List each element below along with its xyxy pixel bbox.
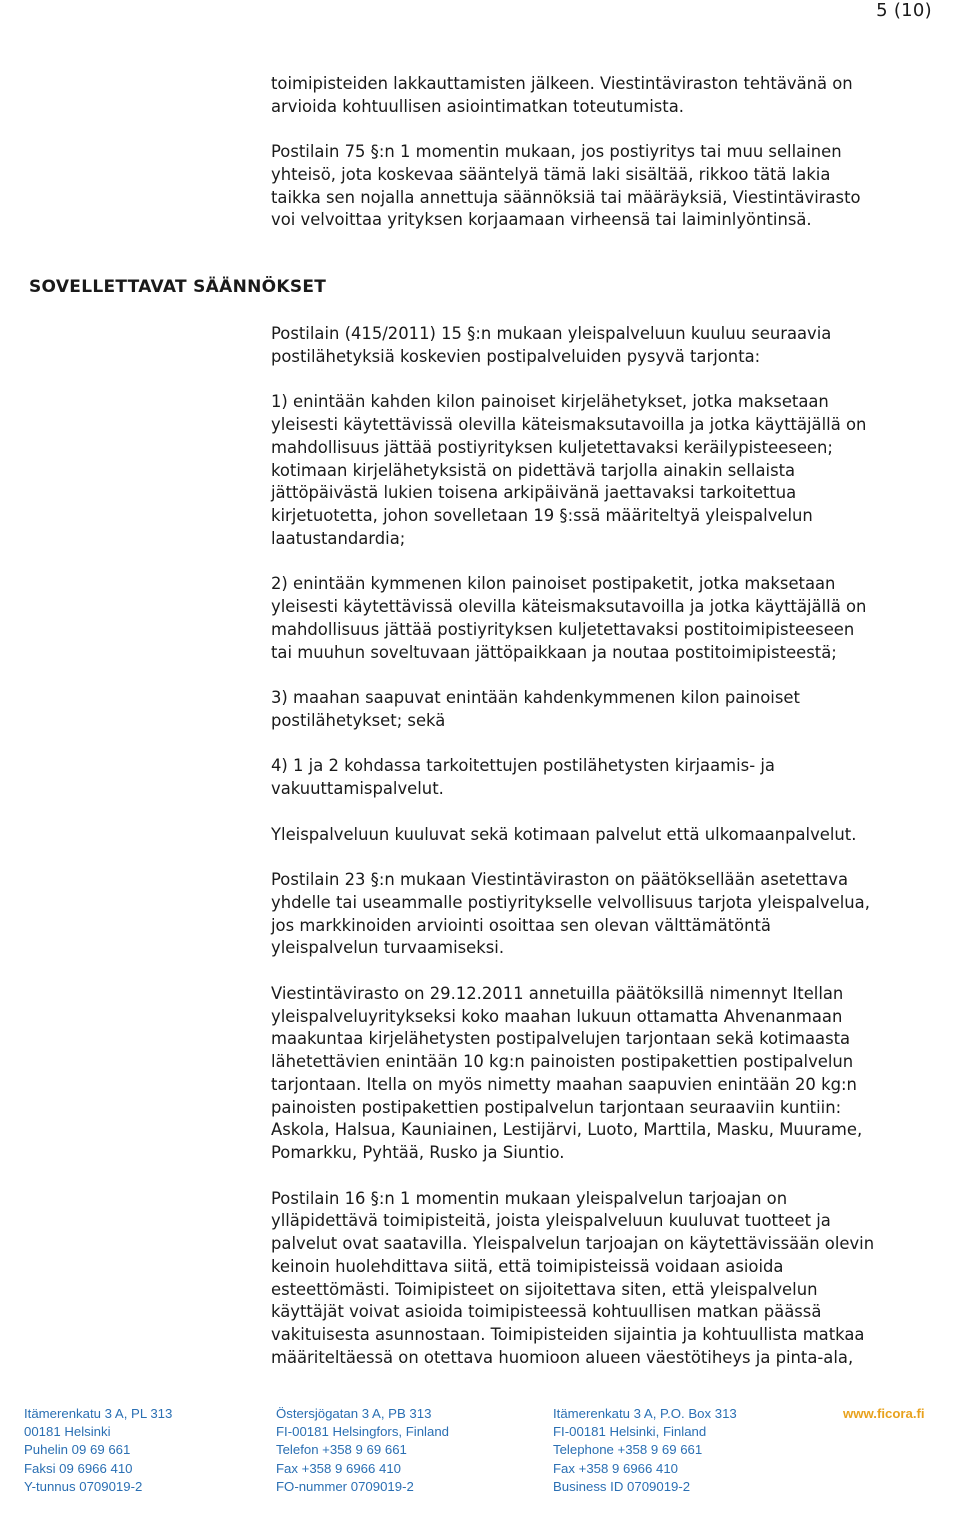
text-line: tai muuhun soveltuvaan jättöpaikkaan ja noutaa postitoimipisteestä; bbox=[271, 642, 837, 662]
continuation-paragraph-1 bbox=[271, 73, 959, 119]
text-line: postilähetykset; sekä bbox=[271, 710, 446, 730]
section-paragraph bbox=[271, 1188, 959, 1370]
text-line: yleisesti käytettävissä olevilla käteismaksutavoilla ja jotka käyttäjällä on bbox=[271, 415, 867, 434]
footer-website-link[interactable]: www.ficora.fi bbox=[843, 1406, 925, 1421]
footer-address-english bbox=[553, 1405, 737, 1496]
footer-address-swedish bbox=[276, 1405, 449, 1496]
footer-line: Fax +358 9 6966 410 bbox=[276, 1460, 402, 1476]
footer-line: Y-tunnus 0709019-2 bbox=[24, 1478, 143, 1494]
text-line: Yleispalveluun kuuluvat sekä kotimaan palvelut että ulkomaanpalvelut. bbox=[271, 824, 857, 844]
text-line: lähetettävien enintään 10 kg:n painoisten postipakettien postipalvelun bbox=[271, 1052, 854, 1071]
text-line: mahdollisuus jättää postiyrityksen kuljetettavaksi keräilypisteeseen; bbox=[271, 437, 833, 457]
text-line: Postilain 16 §:n 1 momentin mukaan yleispalvelun tarjoajan on bbox=[271, 1188, 788, 1208]
text-line: vakuuttamispalvelut. bbox=[271, 779, 444, 798]
section-paragraph bbox=[271, 869, 959, 960]
text-line: yleispalvelun turvaamiseksi. bbox=[271, 938, 505, 958]
text-line: voi velvoittaa yrityksen korjaamaan virheensä tai laiminlyöntinsä. bbox=[271, 210, 812, 230]
footer-line: Telephone +358 9 69 661 bbox=[553, 1442, 703, 1458]
footer-line: Itämerenkatu 3 A, P.O. Box 313 bbox=[553, 1406, 737, 1421]
text-line: keinoin huolehdittava siitä, että toimipisteissä voidaan asioida bbox=[271, 1256, 784, 1276]
text-line: yleisesti käytettävissä olevilla käteismaksutavoilla ja jotka käyttäjällä on bbox=[271, 597, 867, 616]
list-item-3 bbox=[271, 687, 959, 733]
text-line: yleispalveluyritykseksi koko maahan lukuun ottamatta Ahvenanmaan bbox=[271, 1006, 843, 1026]
footer-line: FO-nummer 0709019-2 bbox=[276, 1478, 414, 1494]
list-item-2 bbox=[271, 573, 959, 664]
footer-line: FI-00181 Helsingfors, Finland bbox=[276, 1424, 449, 1440]
text-line: maakuntaa kirjelähetysten postipalvelujen tarjontaan sekä kotimaasta bbox=[271, 1029, 851, 1049]
footer-address-finnish bbox=[24, 1405, 172, 1496]
text-line: jättöpäivästä lukien toisena arkipäivänä jaettavaksi tarkoitettua bbox=[271, 483, 797, 503]
text-line: Viestintävirasto on 29.12.2011 annetuilla päätöksillä nimennyt Itellan bbox=[271, 983, 844, 1003]
list-item-4 bbox=[271, 755, 959, 801]
text-line: yhteisö, jota koskevaa sääntelyä tämä laki sisältää, rikkoo tätä lakia bbox=[271, 164, 831, 184]
footer-line: FI-00181 Helsinki, Finland bbox=[553, 1424, 707, 1440]
text-line: kotimaan kirjelähetyksistä on pidettävä tarjolla ainakin sellaista bbox=[271, 460, 796, 480]
text-line: toimipisteiden lakkauttamisten jälkeen. Viestintäviraston tehtävänä on bbox=[271, 74, 853, 93]
text-line: painoisten postipakettien postipalvelun tarjontaan seuraaviin kuntiin: bbox=[271, 1097, 842, 1117]
continuation-paragraph-2 bbox=[271, 141, 959, 232]
page-footer bbox=[0, 1405, 960, 1505]
text-line: ylläpidettävä toimipisteitä, joista yleispalveluun kuuluvat tuotteet ja bbox=[271, 1211, 831, 1231]
text-line: Postilain 75 §:n 1 momentin mukaan, jos postiyritys tai muu sellainen bbox=[271, 142, 842, 161]
footer-line: Puhelin 09 69 661 bbox=[24, 1442, 131, 1458]
text-line: Askola, Halsua, Kauniainen, Lestijärvi, Luoto, Marttila, Masku, Muurame, bbox=[271, 1120, 863, 1140]
text-line: kirjetuotetta, johon sovelletaan 19 §:ssä määriteltyä yleispalvelun bbox=[271, 506, 813, 525]
footer-line: Business ID 0709019-2 bbox=[553, 1478, 691, 1494]
section-paragraph bbox=[271, 824, 959, 847]
text-line: mahdollisuus jättää postiyrityksen kuljetettavaksi postitoimipisteeseen bbox=[271, 619, 855, 639]
text-line: taikka sen nojalla annettuja säännöksiä tai määräyksiä, Viestintävirasto bbox=[271, 187, 861, 207]
section-heading: SOVELLETTAVAT SÄÄNNÖKSET bbox=[29, 277, 327, 297]
text-line: yhdelle tai useammalle postiyritykselle velvollisuus tarjota yleispalvelua, bbox=[271, 892, 870, 912]
text-line: postilähetyksiä koskevien postipalveluiden pysyvä tarjonta: bbox=[271, 346, 761, 366]
text-line: 4) 1 ja 2 kohdassa tarkoitettujen postilähetysten kirjaamis- ja bbox=[271, 756, 775, 776]
footer-line: Telefon +358 9 69 661 bbox=[276, 1442, 407, 1458]
text-line: käyttäjät voivat asioida toimipisteessä kohtuullisen matkan päässä bbox=[271, 1302, 822, 1322]
text-line: 3) maahan saapuvat enintään kahdenkymmenen kilon painoiset bbox=[271, 688, 800, 707]
text-line: vakituisesta asunnostaan. Toimipisteiden sijaintia ja kohtuullista matkaa bbox=[271, 1325, 865, 1344]
text-line: 2) enintään kymmenen kilon painoiset postipaketit, jotka maksetaan bbox=[271, 574, 836, 594]
text-line: määriteltäessä on otettava huomioon alueen väestötiheys ja pinta-ala, bbox=[271, 1347, 854, 1367]
section-paragraph bbox=[271, 983, 959, 1165]
text-line: arvioida kohtuullisen asiointimatkan toteutumista. bbox=[271, 96, 684, 116]
footer-line: Faksi 09 6966 410 bbox=[24, 1460, 133, 1476]
text-line: palvelut ovat saatavilla. Yleispalvelun tarjoajan on käytettävissään olevin bbox=[271, 1234, 875, 1253]
text-line: Postilain 23 §:n mukaan Viestintäviraston on päätöksellään asetettava bbox=[271, 870, 849, 889]
section-paragraph bbox=[271, 323, 959, 369]
text-line: laatustandardia; bbox=[271, 528, 406, 548]
text-line: esteettömästi. Toimipisteet on sijoitettava siten, että yleispalvelun bbox=[271, 1279, 818, 1299]
text-line: Postilain (415/2011) 15 §:n mukaan yleispalveluun kuuluu seuraavia bbox=[271, 324, 832, 343]
text-line: tarjontaan. Itella on myös nimetty maahan saapuvien enintään 20 kg:n bbox=[271, 1074, 857, 1094]
page-number: 5 (10) bbox=[876, 0, 932, 21]
footer-line: Östersjögatan 3 A, PB 313 bbox=[276, 1406, 432, 1421]
text-line: 1) enintään kahden kilon painoiset kirjelähetykset, jotka maksetaan bbox=[271, 392, 829, 412]
text-line: Pomarkku, Pyhtää, Rusko ja Siuntio. bbox=[271, 1143, 565, 1162]
section-body bbox=[271, 323, 959, 1370]
list-item-1 bbox=[271, 391, 959, 550]
footer-line: Itämerenkatu 3 A, PL 313 bbox=[24, 1406, 173, 1421]
footer-line: 00181 Helsinki bbox=[24, 1424, 111, 1440]
text-line: jos markkinoiden arviointi osoittaa sen olevan välttämätöntä bbox=[271, 915, 771, 935]
footer-line: Fax +358 9 6966 410 bbox=[553, 1460, 679, 1476]
